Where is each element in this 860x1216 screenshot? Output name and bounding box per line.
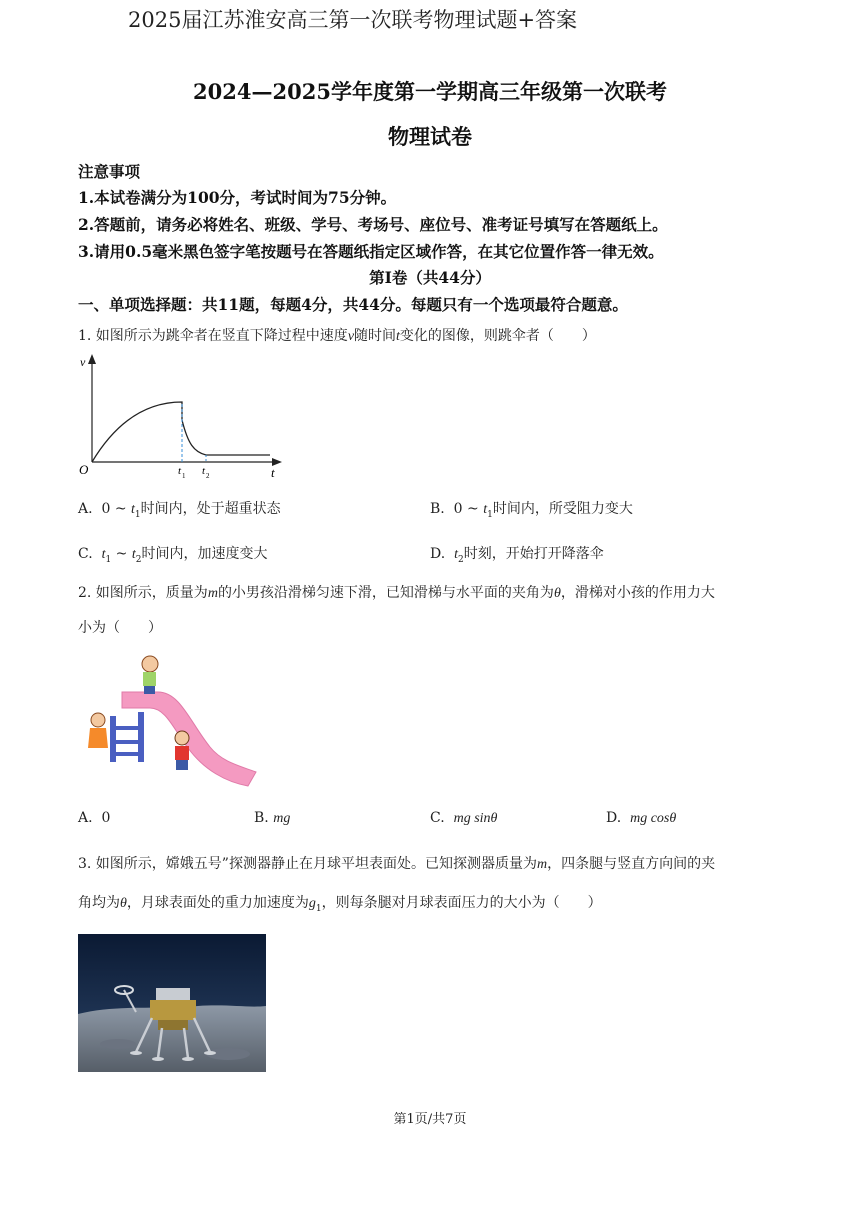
graph-t1-label: t: [178, 465, 182, 477]
graph-t2-sub: 2: [206, 472, 210, 480]
question-3-stem: 3. 如图所示，嫦娥五号”探测器静止在月球平坦表面处。已知探测器质量为m，四条腿与竖直方向间的夹: [78, 856, 716, 872]
velocity-curve: [92, 402, 270, 462]
velocity-time-graph: [76, 352, 286, 482]
graph-t1-sub: 1: [182, 472, 186, 480]
q1-option-a[interactable]: A. 0 ~ $t_1$时间内，处于超重状态: [78, 501, 281, 520]
var-v: v: [347, 329, 355, 344]
note-item-2: 2.答题前，请务必将姓名、班级、学号、考场号、座位号、准考证号填写在答题纸上。: [78, 215, 668, 234]
section-title: 第I卷（共44分）: [369, 268, 491, 287]
question-1-stem: 1. 如图所示为跳伞者在竖直下降过程中速度v随时间t变化的图像，则跳伞者（ ）: [78, 328, 596, 344]
exam-subtitle: 物理试卷: [388, 124, 472, 149]
section-heading: 一、单项选择题：共11题，每题4分，共44分。每题只有一个选项最符合题意。: [78, 295, 628, 314]
q2-option-d[interactable]: D. mg cosθ: [606, 810, 677, 826]
q1-option-c[interactable]: C. $t_1$ ~ $t_2$时间内，加速度变大: [78, 546, 268, 565]
question-2-stem-line2: 小为（ ）: [78, 620, 162, 636]
exam-title: 2024—2025学年度第一学期高三年级第一次联考: [193, 79, 667, 104]
var-t: t: [396, 329, 400, 344]
graph-y-label: v: [80, 355, 86, 369]
page-footer: 第1页/共7页: [393, 1112, 467, 1127]
y-axis-arrow-icon: [88, 354, 96, 364]
question-3-stem-line2: 角均为θ，月球表面处的重力加速度为$g_1$，则每条腿对月球表面压力的大小为（ ）: [78, 895, 602, 914]
q1-option-d[interactable]: D. $t_2$时刻，开始打开降落伞: [430, 546, 604, 565]
document-header: 2025届江苏淮安高三第一次联考物理试题+答案: [128, 8, 578, 32]
graph-origin-label: O: [79, 462, 89, 477]
q2-option-a[interactable]: A. 0: [78, 810, 111, 826]
graph-x-label: t: [271, 465, 275, 480]
q1-option-b[interactable]: B. 0 ~ $t_1$时间内，所受阻力变大: [430, 501, 633, 520]
question-2-stem: 2. 如图所示，质量为m的小男孩沿滑梯匀速下滑，已知滑梯与水平面的夹角为θ，滑梯对小孩的作用力大: [78, 585, 715, 601]
graph-t2-label: t: [202, 465, 206, 477]
note-item-3: 3.请用0.5毫米黑色签字笔按题号在答题纸指定区域作答，在其它位置作答一律无效。: [78, 242, 664, 261]
q2-option-b[interactable]: B. mg: [254, 810, 291, 826]
slide-illustration: [80, 652, 260, 790]
notes-heading: 注意事项: [78, 162, 141, 181]
lunar-lander-photo: [78, 934, 266, 1072]
note-item-1: 1.本试卷满分为100分，考试时间为75分钟。: [78, 188, 397, 207]
q2-option-c[interactable]: C. mg sinθ: [430, 810, 498, 826]
